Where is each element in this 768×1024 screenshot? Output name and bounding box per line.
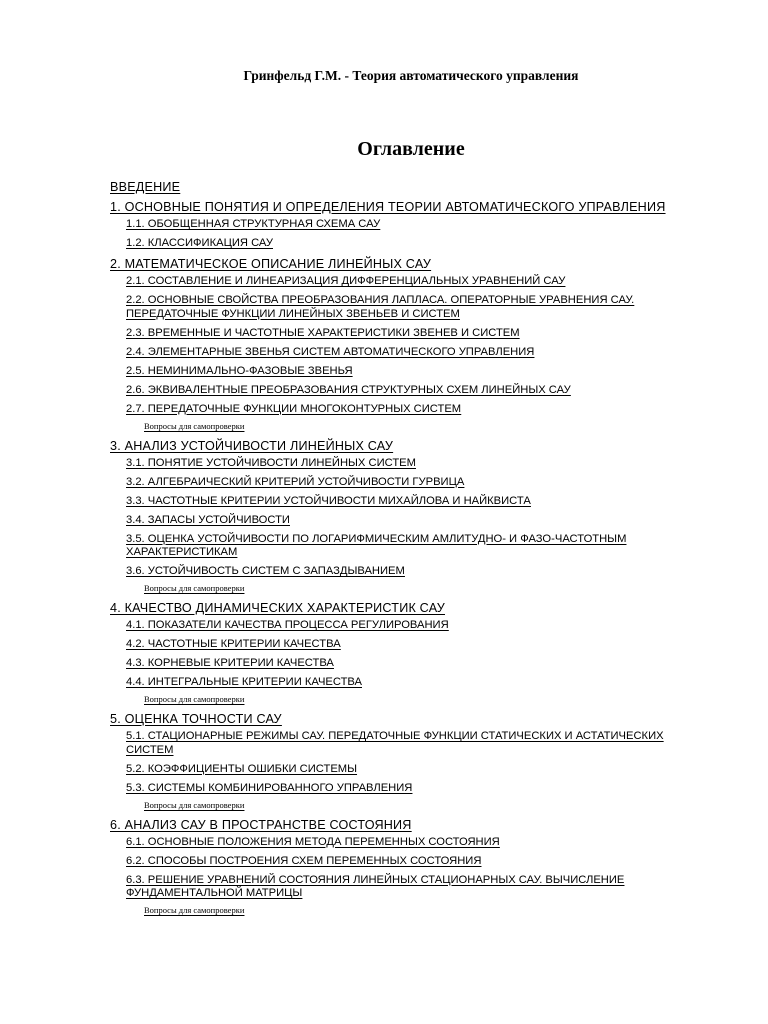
table-of-contents xyxy=(110,179,710,922)
toc-link-section[interactable]: 3.2. АЛГЕБРАИЧЕСКИЙ КРИТЕРИЙ УСТОЙЧИВОСТИ ГУРВИЦА xyxy=(126,475,465,488)
toc-link-chapter[interactable]: 3. АНАЛИЗ УСТОЙЧИВОСТИ ЛИНЕЙНЫХ САУ xyxy=(110,438,394,453)
toc-link-section[interactable]: 6.3. РЕШЕНИЕ УРАВНЕНИЙ СОСТОЯНИЯ ЛИНЕЙНЫХ СТАЦИОНАРНЫХ САУ. ВЫЧИСЛЕНИЕ ФУНДАМЕНТАЛЬНОЙ МАТРИЦЫ xyxy=(126,873,625,899)
toc-chapter xyxy=(110,711,710,810)
toc-link-section[interactable]: 3.5. ОЦЕНКА УСТОЙЧИВОСТИ ПО ЛОГАРИФМИЧЕСКИМ АМЛИТУДНО- И ФАЗО-ЧАСТОТНЫМ ХАРАКТЕРИСТИКАМ xyxy=(126,532,627,558)
document-header: Гринфельд Г.М. - Теория автоматического управления xyxy=(243,68,579,83)
toc-chapters xyxy=(110,199,710,915)
toc-link-chapter[interactable]: 1. ОСНОВНЫЕ ПОНЯТИЯ И ОПРЕДЕЛЕНИЯ ТЕОРИИ АВТОМАТИЧЕСКОГО УПРАВЛЕНИЯ xyxy=(110,200,666,214)
toc-link-section[interactable]: 4.3. КОРНЕВЫЕ КРИТЕРИИ КАЧЕСТВА xyxy=(126,657,334,669)
toc-link-section[interactable]: 4.2. ЧАСТОТНЫЕ КРИТЕРИИ КАЧЕСТВА xyxy=(126,638,341,650)
toc-link-section[interactable]: 2.6. ЭКВИВАЛЕНТНЫЕ ПРЕОБРАЗОВАНИЯ СТРУКТУРНЫХ СХЕМ ЛИНЕЙНЫХ САУ xyxy=(126,383,571,396)
toc-link-section[interactable]: 1.2. КЛАССИФИКАЦИЯ САУ xyxy=(126,237,273,249)
toc-link-section[interactable]: 2.3. ВРЕМЕННЫЕ И ЧАСТОТНЫЕ ХАРАКТЕРИСТИКИ ЗВЕНЕВ И СИСТЕМ xyxy=(126,326,520,339)
toc-link-section[interactable]: 4.1. ПОКАЗАТЕЛИ КАЧЕСТВА ПРОЦЕССА РЕГУЛИРОВАНИЯ xyxy=(126,619,449,631)
toc-link-self-check-questions[interactable]: Вопросы для самопроверки xyxy=(144,799,245,810)
toc-link-chapter[interactable]: 2. МАТЕМАТИЧЕСКОЕ ОПИСАНИЕ ЛИНЕЙНЫХ САУ xyxy=(110,257,432,271)
toc-sections xyxy=(110,275,710,416)
toc-link-section[interactable]: 3.6. УСТОЙЧИВОСТЬ СИСТЕМ С ЗАПАЗДЫВАНИЕМ xyxy=(126,565,405,577)
toc-chapter xyxy=(110,438,710,594)
toc-link-section[interactable]: 2.4. ЭЛЕМЕНТАРНЫЕ ЗВЕНЬЯ СИСТЕМ АВТОМАТИЧЕСКОГО УПРАВЛЕНИЯ xyxy=(126,345,535,358)
toc-link-section[interactable]: 3.3. ЧАСТОТНЫЕ КРИТЕРИИ УСТОЙЧИВОСТИ МИХАЙЛОВА И НАЙКВИСТА xyxy=(126,494,531,507)
toc-sections xyxy=(110,730,710,795)
toc-link-chapter[interactable]: 4. КАЧЕСТВО ДИНАМИЧЕСКИХ ХАРАКТЕРИСТИК САУ xyxy=(110,601,445,615)
toc-link-section[interactable]: 3.1. ПОНЯТИЕ УСТОЙЧИВОСТИ ЛИНЕЙНЫХ СИСТЕМ xyxy=(126,456,416,469)
toc-link-chapter[interactable]: 5. ОЦЕНКА ТОЧНОСТИ САУ xyxy=(110,712,282,726)
toc-link-section[interactable]: 2.7. ПЕРЕДАТОЧНЫЕ ФУНКЦИИ МНОГОКОНТУРНЫХ СИСТЕМ xyxy=(126,402,462,415)
toc-link-section[interactable]: 4.4. ИНТЕГРАЛЬНЫЕ КРИТЕРИИ КАЧЕСТВА xyxy=(126,676,362,688)
toc-link-self-check-questions[interactable]: Вопросы для самопроверки xyxy=(144,583,245,593)
toc-link-section[interactable]: 6.2. СПОСОБЫ ПОСТРОЕНИЯ СХЕМ ПЕРЕМЕННЫХ СОСТОЯНИЯ xyxy=(126,854,482,867)
toc-link-self-check-questions[interactable]: Вопросы для самопроверки xyxy=(144,905,245,915)
toc-sections xyxy=(110,457,710,579)
toc-link-section[interactable]: 2.5. НЕМИНИМАЛЬНО-ФАЗОВЫЕ ЗВЕНЬЯ xyxy=(126,364,353,377)
toc-link-section[interactable]: 3.4. ЗАПАСЫ УСТОЙЧИВОСТИ xyxy=(126,513,290,526)
toc-link-section[interactable]: 5.1. СТАЦИОНАРНЫЕ РЕЖИМЫ САУ. ПЕРЕДАТОЧНЫЕ ФУНКЦИИ СТАТИЧЕСКИХ И АСТАТИЧЕСКИХ СИСТЕМ xyxy=(126,730,664,756)
toc-chapter xyxy=(110,199,710,251)
toc-link-chapter[interactable]: 6. АНАЛИЗ САУ В ПРОСТРАНСТВЕ СОСТОЯНИЯ xyxy=(110,817,412,832)
toc-sections xyxy=(110,218,710,251)
toc-link-intro[interactable]: ВВЕДЕНИЕ xyxy=(110,180,181,194)
toc-link-self-check-questions[interactable]: Вопросы для самопроверки xyxy=(144,420,245,431)
toc-sections xyxy=(110,619,710,690)
toc-link-section[interactable]: 5.3. СИСТЕМЫ КОМБИНИРОВАННОГО УПРАВЛЕНИЯ xyxy=(126,781,413,794)
toc-link-self-check-questions[interactable]: Вопросы для самопроверки xyxy=(144,694,245,704)
toc-title: Оглавление xyxy=(357,138,465,160)
toc-chapter xyxy=(110,256,710,431)
toc-sections xyxy=(110,836,710,901)
toc-link-section[interactable]: 1.1. ОБОБЩЕННАЯ СТРУКТУРНАЯ СХЕМА САУ xyxy=(126,218,381,230)
toc-chapter xyxy=(110,817,710,916)
toc-chapter xyxy=(110,600,710,704)
toc-link-section[interactable]: 5.2. КОЭФФИЦИЕНТЫ ОШИБКИ СИСТЕМЫ xyxy=(126,762,358,775)
toc-link-section[interactable]: 2.1. СОСТАВЛЕНИЕ И ЛИНЕАРИЗАЦИЯ ДИФФЕРЕНЦИАЛЬНЫХ УРАВНЕНИЙ САУ xyxy=(126,275,566,287)
toc-link-section[interactable]: 2.2. ОСНОВНЫЕ СВОЙСТВА ПРЕОБРАЗОВАНИЯ ЛАПЛАСА. ОПЕРАТОРНЫЕ УРАВНЕНИЯ САУ. ПЕРЕДАТОЧНЫЕ ФУНКЦИИ ЛИНЕЙНЫХ ЗВЕНЬЕВ И СИСТЕМ xyxy=(126,294,635,320)
toc-link-section[interactable]: 6.1. ОСНОВНЫЕ ПОЛОЖЕНИЯ МЕТОДА ПЕРЕМЕННЫХ СОСТОЯНИЯ xyxy=(126,835,500,848)
